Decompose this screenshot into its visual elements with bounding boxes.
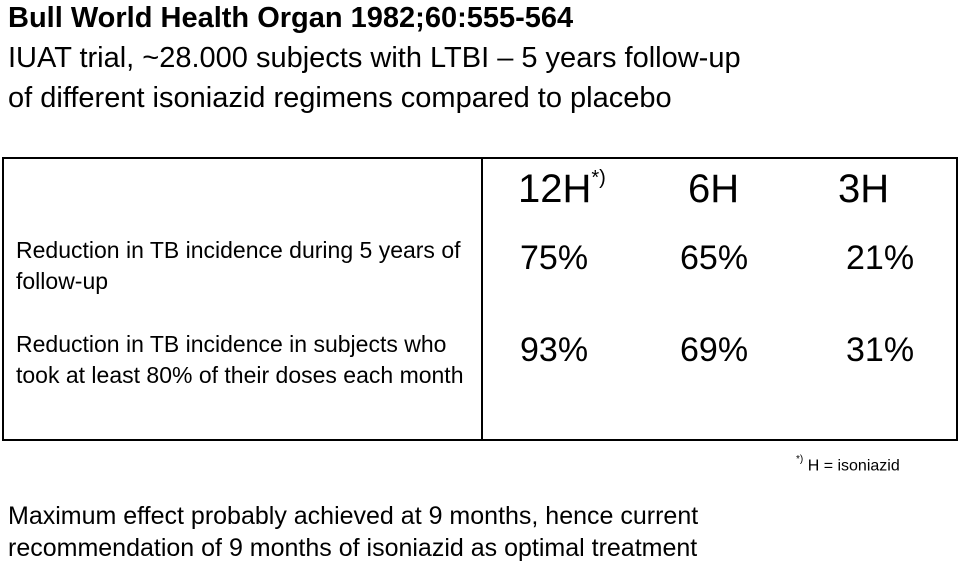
footnote	[796, 456, 900, 475]
cell-value: 75%	[520, 239, 589, 277]
column-header-3h: 3H	[838, 167, 890, 211]
cell-value: 93%	[520, 331, 589, 369]
column-header-6h: 6H	[688, 167, 740, 211]
subtitle-line-2: of different isoniazid regimens compared to placebo	[8, 82, 672, 114]
subtitle-line-1: IUAT trial, ~28.000 subjects with LTBI – 5 years follow-up	[8, 42, 741, 74]
cell-value: 31%	[846, 331, 915, 369]
slide-title: Bull World Health Organ 1982;60:555-564	[8, 2, 574, 34]
results-table	[2, 157, 958, 441]
footnote-marker: *)	[796, 454, 804, 465]
conclusion-note	[8, 500, 698, 564]
column-header-12h: 12H*)	[518, 166, 606, 211]
conclusion-line-1: Maximum effect probably achieved at 9 months, hence current	[8, 502, 699, 530]
cell-value: 21%	[846, 239, 915, 277]
cell-value: 65%	[680, 239, 749, 277]
conclusion-line-2: recommendation of 9 months of isoniazid as optimal treatment	[8, 534, 698, 562]
row-label-80-percent-doses: Reduction in TB incidence in subjects who took at least 80% of their doses each month	[16, 331, 464, 388]
column-header-superscript: *)	[591, 166, 606, 189]
cell-value: 69%	[680, 331, 749, 369]
footnote-text: H = isoniazid	[807, 457, 900, 475]
table-divider	[481, 159, 483, 439]
row-label-5-years: Reduction in TB incidence during 5 years of follow-up	[16, 237, 461, 294]
